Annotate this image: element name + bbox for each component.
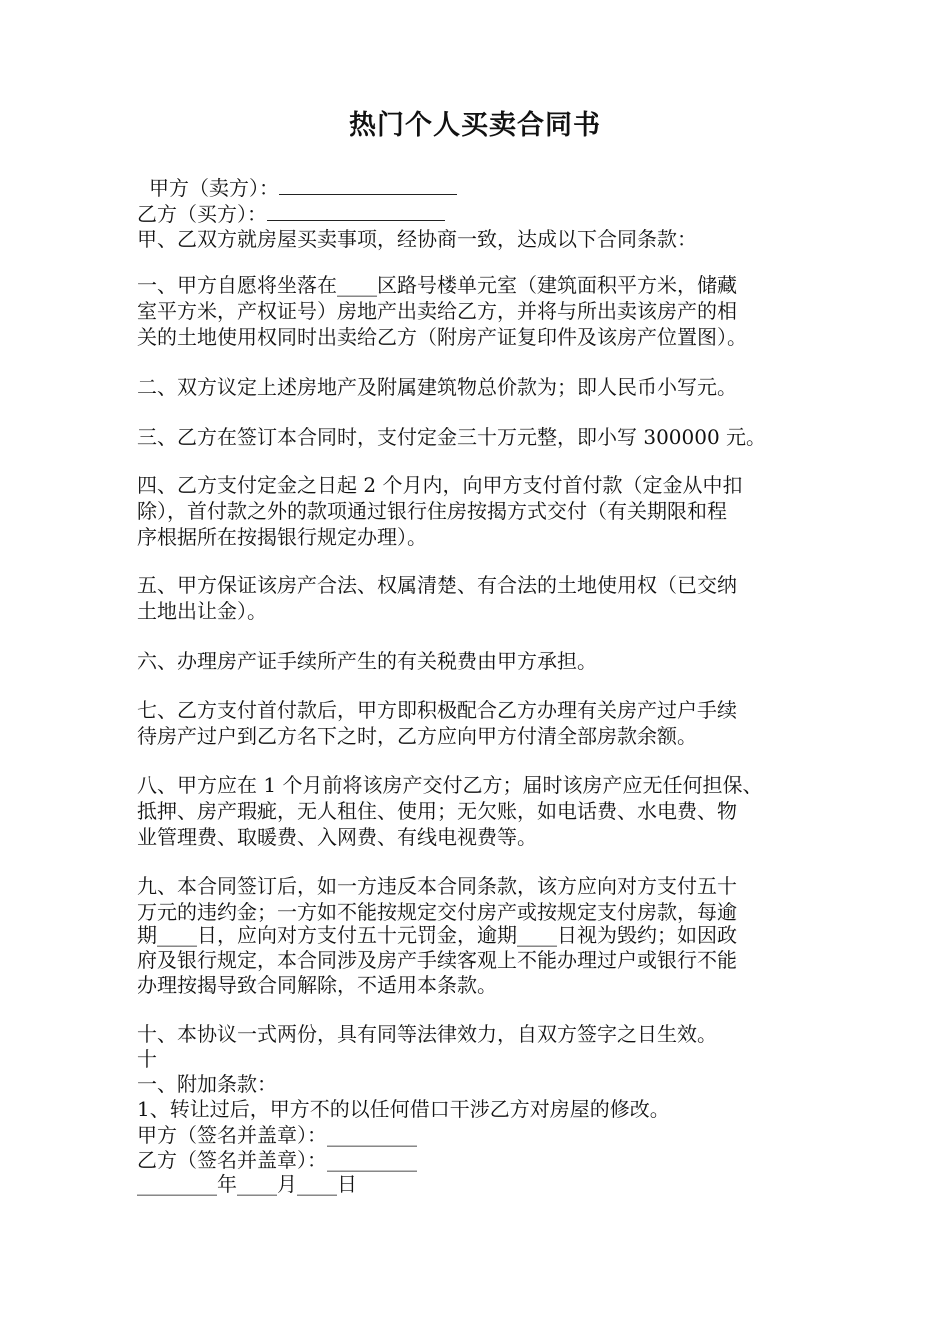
clause-9-line-2: 万元的违约金；一方如不能按规定交付房产或按规定支付房款，每逾	[137, 900, 737, 924]
clause-9-line-4: 府及银行规定，本合同涉及房产手续客观上不能办理过户或银行不能	[137, 948, 737, 972]
clause-3-line-1: 三、乙方在签订本合同时，支付定金三十万元整，即小写 300000 元。	[137, 425, 767, 449]
clause-4-line-3: 序根据所在按揭银行规定办理）。	[137, 525, 427, 549]
clause-5-line-1: 五、甲方保证该房产合法、权属清楚、有合法的土地使用权（已交纳	[137, 573, 737, 597]
clause-8-line-3: 业管理费、取暖费、入网费、有线电视费等。	[137, 825, 537, 849]
extra-clause-1: 1、转让过后，甲方不的以任何借口干涉乙方对房屋的修改。	[137, 1097, 670, 1121]
clause-5-line-2: 土地出让金）。	[137, 599, 267, 623]
party-b-line	[137, 200, 827, 227]
clause-1-line-3: 关的土地使用权同时出卖给乙方（附房产证复印件及该房产位置图）。	[137, 325, 747, 349]
clause-1-line-2: 室平方米，产权证号）房地产出卖给乙方，并将与所出卖该房产的相	[137, 299, 737, 323]
signature-party-b: 乙方（签名并盖章）：_________	[137, 1148, 417, 1172]
clause-9-line-3: 期____日，应向对方支付五十元罚金，逾期____日视为毁约；如因政	[137, 923, 737, 947]
clause-8-line-1: 八、甲方应在 1 个月前将该房产交付乙方；届时该房产应无任何担保、	[137, 773, 763, 797]
clause-7-line-1: 七、乙方支付首付款后，甲方即积极配合乙方办理有关房产过户手续	[137, 698, 737, 722]
clause-9-line-5: 办理按揭导致合同解除，不适用本条款。	[137, 973, 497, 997]
clause-8-line-2: 抵押、房产瑕疵，无人租住、使用；无欠账，如电话费、水电费、物	[137, 799, 737, 823]
clause-7-line-2: 待房产过户到乙方名下之时，乙方应向甲方付清全部房款余额。	[137, 724, 697, 748]
document-title: 热门个人买卖合同书	[349, 110, 601, 141]
party-a-line	[149, 174, 839, 201]
party-b-blank	[267, 200, 445, 221]
party-b-label: 乙方（买方）：	[137, 202, 267, 226]
party-a-blank	[279, 174, 457, 195]
signature-date: ________年____月____日	[137, 1172, 357, 1196]
clause-1-line-1: 一、甲方自愿将坐落在____区路号楼单元室（建筑面积平方米，储藏	[137, 273, 737, 297]
clause-2-line-1: 二、双方议定上述房地产及附属建筑物总价款为；即人民币小写元。	[137, 375, 737, 399]
clause-10-line-1: 十、本协议一式两份，具有同等法律效力，自双方签字之日生效。	[137, 1022, 717, 1046]
clause-11-line-1: 十	[137, 1047, 157, 1071]
clause-6-line-1: 六、办理房产证手续所产生的有关税费由甲方承担。	[137, 649, 597, 673]
party-a-label: 甲方（卖方）：	[149, 176, 279, 200]
signature-party-a: 甲方（签名并盖章）：_________	[137, 1123, 417, 1147]
clause-9-line-1: 九、本合同签订后，如一方违反本合同条款，该方应向对方支付五十	[137, 874, 737, 898]
clause-11-line-2: 一、附加条款：	[137, 1072, 277, 1096]
clause-4-line-1: 四、乙方支付定金之日起 2 个月内，向甲方支付首付款（定金从中扣	[137, 473, 743, 497]
intro-line: 甲、乙双方就房屋买卖事项，经协商一致，达成以下合同条款：	[137, 227, 697, 251]
clause-4-line-2: 除），首付款之外的款项通过银行住房按揭方式交付（有关期限和程	[137, 499, 727, 523]
